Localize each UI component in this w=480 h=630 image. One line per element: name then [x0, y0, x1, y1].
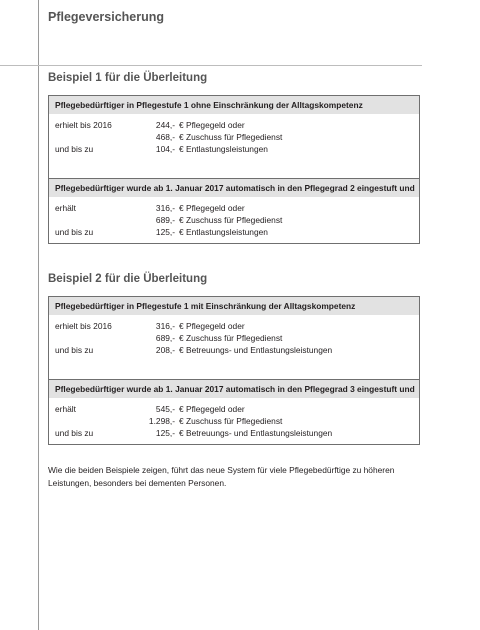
table-row: [49, 427, 419, 439]
row-label: [49, 415, 133, 427]
row-text: € Betreuungs- und Entlastungsleistungen: [179, 345, 333, 355]
table-row: [49, 320, 419, 332]
example-1-block-1-rows: [49, 114, 419, 160]
row-amount: 104,-: [155, 144, 175, 154]
row-amount: 1.298,-: [148, 416, 175, 426]
row-label: [49, 332, 133, 344]
row-amount: 545,-: [155, 404, 175, 414]
table-row: [49, 332, 419, 344]
table-row: [49, 344, 419, 356]
row-amount: 208,-: [155, 345, 175, 355]
row-amount: 689,-: [155, 215, 175, 225]
row-label: und bis zu: [55, 345, 94, 355]
page-header: Pflegeversicherung: [48, 10, 165, 24]
table-row: [49, 143, 419, 155]
row-text: € Zuschuss für Pflegedienst: [179, 416, 283, 426]
row-text: € Zuschuss für Pflegedienst: [179, 215, 283, 225]
table-row: [49, 202, 419, 214]
example-2-block-1-heading: Pflegebedürftiger in Pflegestufe 1 mit Einschränkung der Alltagskompetenz: [49, 297, 419, 315]
row-amount: 468,-: [155, 132, 175, 142]
example-2-title: Beispiel 2 für die Überleitung: [48, 273, 208, 285]
example-2-block-1-rows: [49, 315, 419, 361]
row-text: € Pflegegeld oder: [179, 120, 245, 130]
row-amount: 125,-: [155, 227, 175, 237]
row-text: € Entlastungsleistungen: [179, 227, 268, 237]
row-label: und bis zu: [55, 428, 94, 438]
block-spacer: [49, 160, 419, 178]
row-amount: 244,-: [155, 120, 175, 130]
row-label: und bis zu: [55, 227, 94, 237]
example-2-block-2-rows: [49, 398, 419, 444]
conclusion-paragraph: Wie die beiden Beispiele zeigen, führt das neue System für viele Pflegebedürftige zu höheren Leistungen, besonders bei dementen Personen.: [48, 465, 395, 488]
row-text: € Pflegegeld oder: [179, 404, 245, 414]
row-amount: 316,-: [155, 321, 175, 331]
example-1-block-2-rows: [49, 197, 419, 243]
table-row: [49, 131, 419, 143]
row-text: € Zuschuss für Pflegedienst: [179, 132, 283, 142]
row-text: € Zuschuss für Pflegedienst: [179, 333, 283, 343]
table-row: [49, 119, 419, 131]
row-amount: 125,-: [155, 428, 175, 438]
row-text: € Pflegegeld oder: [179, 321, 245, 331]
row-amount: 316,-: [155, 203, 175, 213]
table-row: [49, 403, 419, 415]
row-label: und bis zu: [55, 144, 94, 154]
table-row: [49, 415, 419, 427]
row-label: [49, 131, 133, 143]
row-text: € Entlastungsleistungen: [179, 144, 268, 154]
row-label: erhielt bis 2016: [55, 120, 112, 130]
margin-rule-vertical: [38, 0, 39, 630]
example-1-block-1-heading: Pflegebedürftiger in Pflegestufe 1 ohne Einschränkung der Alltagskompetenz: [49, 96, 419, 114]
row-amount: 689,-: [155, 333, 175, 343]
example-1-title: Beispiel 1 für die Überleitung: [48, 72, 208, 84]
table-row: [49, 214, 419, 226]
row-label: erhält: [55, 404, 76, 414]
row-label: erhielt bis 2016: [55, 321, 112, 331]
block-spacer: [49, 361, 419, 379]
row-text: € Betreuungs- und Entlastungsleistungen: [179, 428, 333, 438]
row-label: erhält: [55, 203, 76, 213]
header-rule: [0, 65, 422, 66]
row-text: € Pflegegeld oder: [179, 203, 245, 213]
row-label: [49, 214, 133, 226]
example-1-box: [48, 95, 420, 244]
example-2-box: [48, 296, 420, 445]
table-row: [49, 226, 419, 238]
example-2-block-2-heading: Pflegebedürftiger wurde ab 1. Januar 2017 automatisch in den Pflegegrad 3 eingestuft und: [49, 379, 419, 398]
example-1-block-2-heading: Pflegebedürftiger wurde ab 1. Januar 2017 automatisch in den Pflegegrad 2 eingestuft und: [49, 178, 419, 197]
